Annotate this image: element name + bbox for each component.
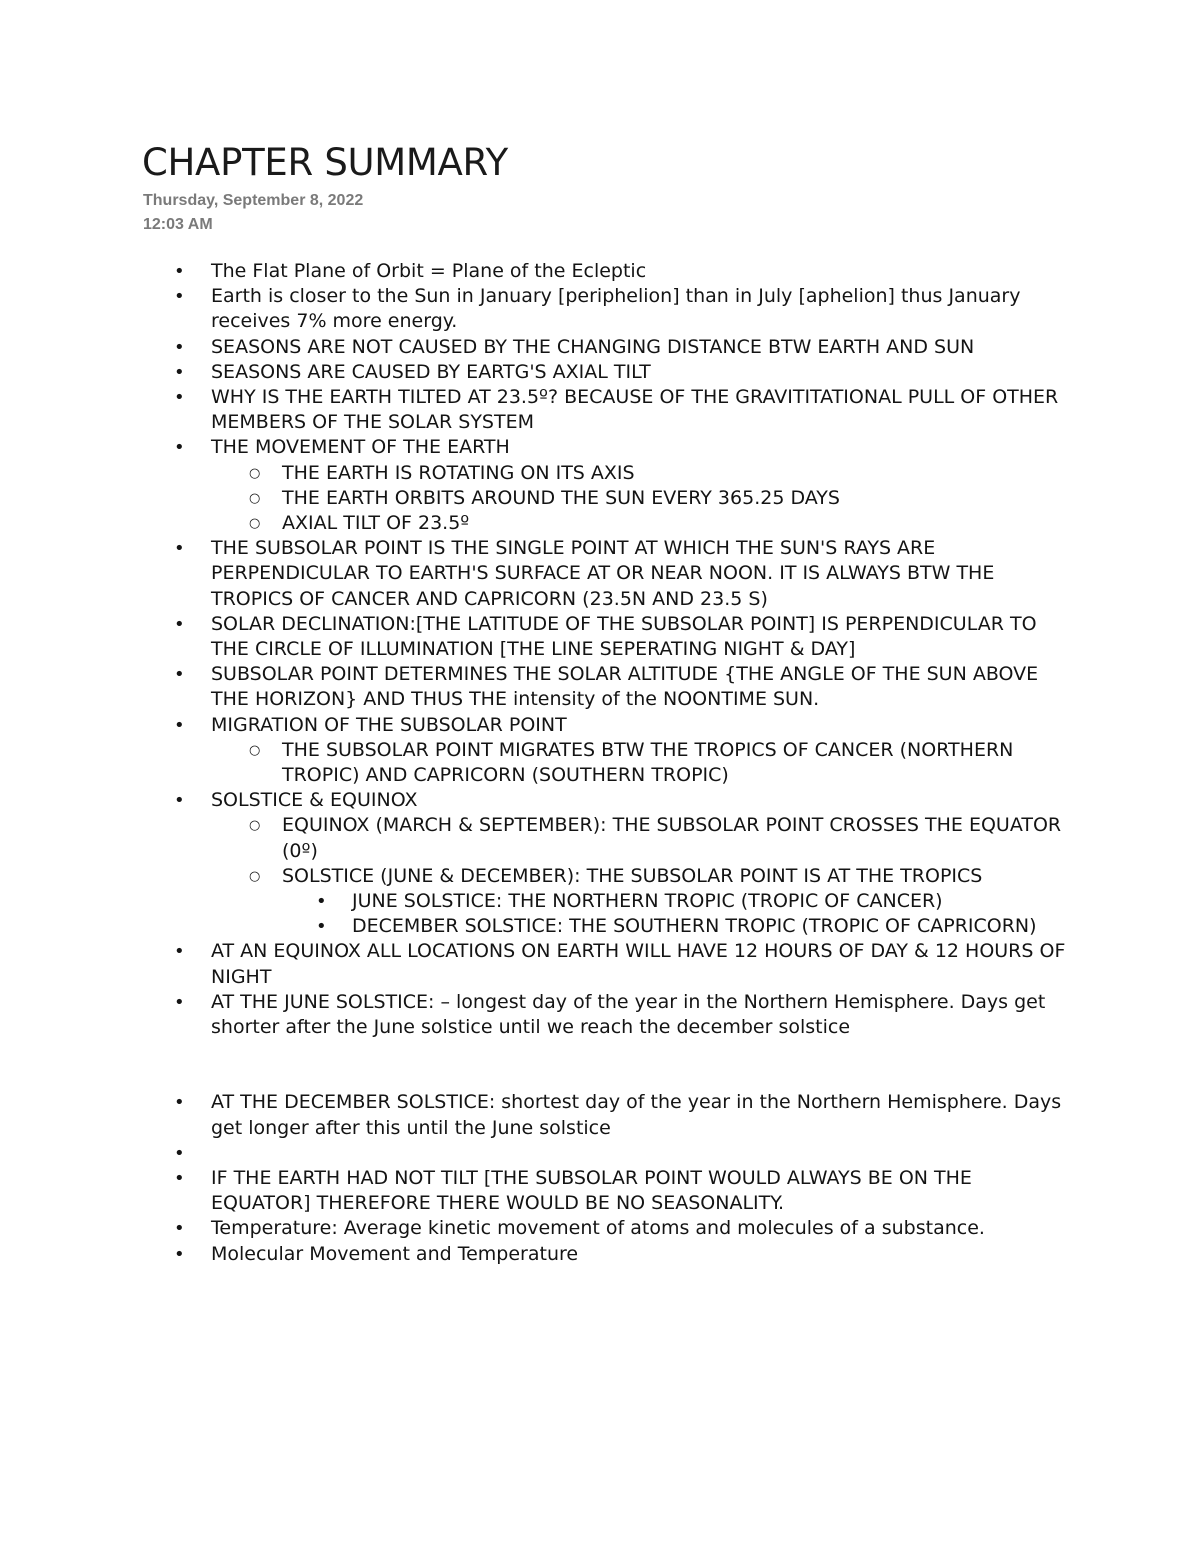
bullet-icon: • xyxy=(174,790,185,812)
list-item[interactable] xyxy=(0,612,1071,662)
circle-bullet-icon: ○ xyxy=(249,516,261,532)
list-item-text[interactable]: AT THE DECEMBER SOLSTICE: shortest day of the year in the Northern Hemisphere. Days get longer after this until the June solstice xyxy=(211,1091,1062,1139)
circle-bullet-icon: ○ xyxy=(249,742,261,758)
list-item[interactable] xyxy=(0,990,1071,1040)
bullet-icon: • xyxy=(174,991,185,1013)
bullet-icon: • xyxy=(174,1092,185,1114)
list-item-empty[interactable] xyxy=(0,1141,1071,1166)
sub-list-item[interactable] xyxy=(0,511,1072,536)
list-item[interactable] xyxy=(0,335,1071,360)
list-item-text[interactable]: SEASONS ARE NOT CAUSED BY THE CHANGING DISTANCE BTW EARTH AND SUN xyxy=(211,335,975,358)
bullet-icon: • xyxy=(174,387,185,409)
list-item[interactable] xyxy=(0,435,1071,460)
bullet-icon: • xyxy=(174,941,185,963)
list-item-text[interactable]: JUNE SOLSTICE: THE NORTHERN TROPIC (TROPIC OF CANCER) xyxy=(352,890,943,913)
list-item-text[interactable]: SOLSTICE & EQUINOX xyxy=(211,789,418,812)
bullet-icon: • xyxy=(174,1167,185,1189)
list-item-text[interactable]: WHY IS THE EARTH TILTED AT 23.5º? BECAUSE OF THE GRAVITITATIONAL PULL OF OTHER MEMBERS OF THE SOLAR SYSTEM xyxy=(211,386,1059,434)
list-item[interactable] xyxy=(0,1166,1071,1216)
list-item[interactable] xyxy=(0,536,1071,612)
bullet-icon: • xyxy=(174,664,185,686)
list-item-text[interactable]: SOLSTICE (JUNE & DECEMBER): THE SUBSOLAR POINT IS AT THE TROPICS xyxy=(282,864,983,887)
list-item-text[interactable]: SEASONS ARE CAUSED BY EARTG'S AXIAL TILT xyxy=(211,360,651,383)
list-item-text[interactable]: Earth is closer to the Sun in January [periphelion] than in July [aphelion] thus January receives 7% more energy. xyxy=(211,285,1021,333)
sub-list-item[interactable] xyxy=(0,461,1072,486)
list-item-text[interactable]: SOLAR DECLINATION:[THE LATITUDE OF THE SUBSOLAR POINT] IS PERPENDICULAR TO THE CIRCLE OF ILLUMINATION [THE LINE SEPERATING NIGHT & DAY] xyxy=(211,612,1037,661)
list-item[interactable] xyxy=(0,939,1071,989)
list-item[interactable] xyxy=(0,360,1071,385)
sub-list-item[interactable] xyxy=(0,864,1072,889)
list-item[interactable] xyxy=(0,662,1071,712)
list-item-text[interactable]: THE EARTH IS ROTATING ON ITS AXIS xyxy=(282,461,635,484)
sub-list-item[interactable] xyxy=(0,486,1072,511)
bullet-icon: • xyxy=(174,714,185,736)
bullet-icon: • xyxy=(316,916,327,938)
sub-list-item[interactable] xyxy=(0,813,1072,863)
list-item-text[interactable]: THE SUBSOLAR POINT IS THE SINGLE POINT AT WHICH THE SUN'S RAYS ARE PERPENDICULAR TO EARTH'S SURFACE AT OR NEAR NOON. IT IS ALWAYS BTW THE TROPICS OF CANCER AND CAPRICORN (23.5N AND 23.5 S) xyxy=(211,537,995,610)
list-item-text[interactable]: EQUINOX (MARCH & SEPTEMBER): THE SUBSOLAR POINT CROSSES THE EQUATOR (0º) xyxy=(282,814,1062,862)
bullet-icon: • xyxy=(174,1142,185,1164)
list-item-text[interactable]: IF THE EARTH HAD NOT TILT [THE SUBSOLAR POINT WOULD ALWAYS BE ON THE EQUATOR] THEREFORE THERE WOULD BE NO SEASONALITY. xyxy=(211,1166,972,1215)
sub-list-item[interactable] xyxy=(0,738,1072,788)
bullet-icon: • xyxy=(316,891,327,913)
circle-bullet-icon: ○ xyxy=(249,868,261,884)
list-item-text[interactable]: THE MOVEMENT OF THE EARTH xyxy=(211,436,510,459)
circle-bullet-icon: ○ xyxy=(249,465,261,481)
list-item-text[interactable]: The Flat Plane of Orbit = Plane of the Ecleptic xyxy=(211,260,647,282)
page-date: Thursday, September 8, 2022 xyxy=(143,192,364,209)
bullet-icon: • xyxy=(174,1243,185,1265)
page-title[interactable]: CHAPTER SUMMARY xyxy=(142,141,508,184)
sub-sub-list-item[interactable] xyxy=(0,889,1072,914)
list-item[interactable] xyxy=(0,259,1071,284)
sub-sub-list-item[interactable] xyxy=(0,914,1072,939)
list-item-text[interactable]: SUBSOLAR POINT DETERMINES THE SOLAR ALTITUDE {THE ANGLE OF THE SUN ABOVE THE HORIZON} AND THUS THE intensity of the NOONTIME SUN. xyxy=(211,663,1039,711)
list-item-text[interactable]: AT AN EQUINOX ALL LOCATIONS ON EARTH WILL HAVE 12 HOURS OF DAY & 12 HOURS OF NIGHT xyxy=(211,940,1066,988)
bullet-icon: • xyxy=(174,336,185,358)
bullet-icon: • xyxy=(174,1218,185,1240)
blank-spacer xyxy=(0,1040,1200,1090)
list-item[interactable] xyxy=(0,788,1071,813)
list-item-text[interactable]: DECEMBER SOLSTICE: THE SOUTHERN TROPIC (TROPIC OF CAPRICORN) xyxy=(352,915,1037,938)
list-item[interactable] xyxy=(0,1216,1071,1241)
list-item-text[interactable]: AT THE JUNE SOLSTICE: – longest day of the year in the Northern Hemisphere. Days get shorter after the June solstice until we reach the december solstice xyxy=(211,990,1046,1039)
notes-list[interactable] xyxy=(0,259,1200,1267)
list-item-text[interactable]: MIGRATION OF THE SUBSOLAR POINT xyxy=(211,713,567,736)
list-item[interactable] xyxy=(0,385,1071,435)
list-item[interactable] xyxy=(0,284,1071,334)
list-item-text[interactable]: AXIAL TILT OF 23.5º xyxy=(282,512,470,535)
bullet-icon: • xyxy=(174,613,185,635)
list-item[interactable] xyxy=(0,1090,1071,1140)
circle-bullet-icon: ○ xyxy=(249,818,261,834)
bullet-icon: • xyxy=(174,261,185,282)
page-time: 12:03 AM xyxy=(143,216,213,233)
bullet-icon: • xyxy=(174,437,185,459)
list-item-text[interactable]: THE EARTH ORBITS AROUND THE SUN EVERY 365.25 DAYS xyxy=(282,486,840,509)
bullet-icon: • xyxy=(174,538,185,560)
list-item-text[interactable] xyxy=(211,1141,1071,1166)
list-item[interactable] xyxy=(0,1242,1071,1267)
list-item-text[interactable]: Temperature: Average kinetic movement of atoms and molecules of a substance. xyxy=(211,1217,985,1240)
list-item-text[interactable]: THE SUBSOLAR POINT MIGRATES BTW THE TROPICS OF CANCER (NORTHERN TROPIC) AND CAPRICORN (SOUTHERN TROPIC) xyxy=(282,738,1014,787)
list-item-text[interactable]: Molecular Movement and Temperature xyxy=(211,1242,579,1265)
bullet-icon: • xyxy=(174,286,185,308)
bullet-icon: • xyxy=(174,361,185,383)
list-item[interactable] xyxy=(0,713,1071,738)
circle-bullet-icon: ○ xyxy=(249,490,261,506)
